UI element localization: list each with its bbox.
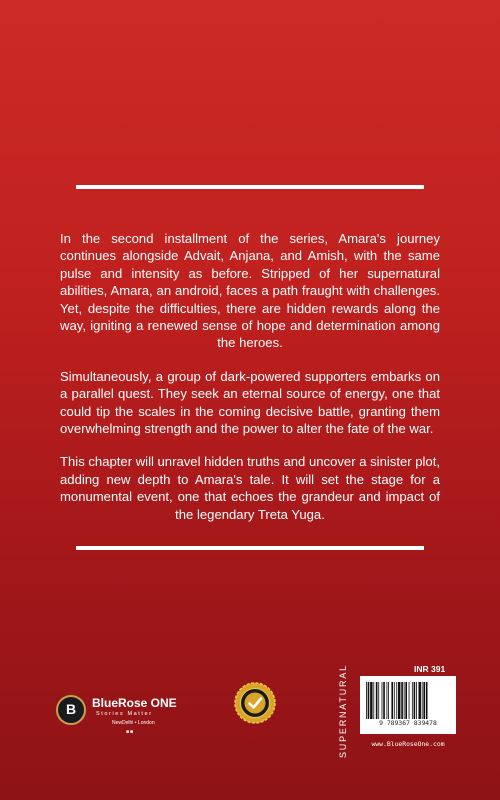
- blurb-paragraph-2: Simultaneously, a group of dark-powered supporters embarks on a parallel quest. They seek an eternal source of energy, one that could tip the scales in the coming decisive battle, granting them overwhelming strength and the power to alter the fate of the war.: [60, 368, 440, 437]
- barcode-bars-icon: [366, 682, 450, 719]
- blurb-paragraph-1: In the second installment of the series, Amara's journey continues alongside Advait, Anjana, and Amish, with the same pulse and intensity as before. Stripped of her supernatural abilities, Amara, an android, faces a path fraught with challenges. Yet, despite the difficulties, there are hidden rewards along the way, igniting a renewed sense of hope and determination among the heroes.: [60, 231, 440, 351]
- blurb-paragraph-3: This chapter will unravel hidden truths and uncover a sinister plot, adding new depth to Amara's tale. It will set the stage for a monumental event, one that echoes the grandeur and impact of the legendary Treta Yuga.: [60, 454, 440, 522]
- quality-seal-icon: [234, 682, 276, 724]
- top-divider-line: [76, 185, 424, 189]
- publisher-flags-icon: ■■: [126, 729, 135, 735]
- price-label: INR 391: [414, 664, 446, 674]
- publisher-monogram-icon: [56, 695, 86, 725]
- genre-label: SUPERNATURAL: [338, 664, 348, 758]
- bottom-divider-line: [76, 546, 424, 550]
- publisher-tagline: Stories Matter: [96, 711, 153, 717]
- back-cover-blurb: [60, 230, 440, 539]
- publisher-logo: [56, 690, 206, 740]
- publisher-website: www.BlueRoseOne.com: [371, 740, 445, 748]
- isbn-number: 9 789367 839478: [379, 719, 437, 727]
- publisher-cities: NewDelhi • London: [112, 720, 155, 726]
- publisher-name: BlueRose ONE: [92, 696, 177, 710]
- isbn-barcode: [360, 676, 456, 734]
- publisher-monogram: B: [65, 701, 77, 717]
